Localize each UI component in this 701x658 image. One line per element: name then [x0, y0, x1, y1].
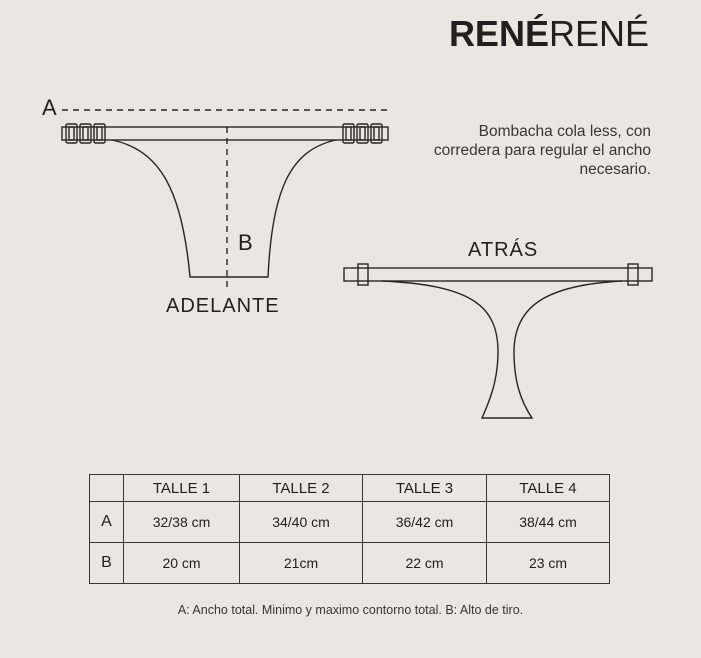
front-body [112, 140, 336, 277]
cell-a-talle-2: 34/40 cm [240, 502, 363, 543]
label-a: A [42, 95, 58, 120]
cell-b-talle-3: 22 cm [363, 543, 487, 584]
brand-logo-bold: RENÉ [448, 13, 549, 54]
brand-logo-light: RENÉ [548, 13, 649, 54]
label-front: ADELANTE [166, 295, 280, 317]
header-talle-4: TALLE 4 [487, 475, 610, 502]
cell-a-talle-4: 38/44 cm [487, 502, 610, 543]
front-slider-left [66, 124, 105, 143]
product-description: Bombacha cola less, con corredera para regular el ancho necesario. [433, 123, 651, 178]
back-slider-left [358, 264, 368, 285]
cell-b-talle-1: 20 cm [124, 543, 240, 584]
cell-b-talle-4: 23 cm [487, 543, 610, 584]
back-slider-right [628, 264, 638, 285]
footnote: A: Ancho total. Minimo y maximo contorno total. B: Alto de tiro. [177, 603, 524, 617]
header-talle-1: TALLE 1 [124, 475, 240, 502]
cell-a-talle-1: 32/38 cm [124, 502, 240, 543]
size-table-corner [90, 475, 124, 502]
row-label-a: A [90, 502, 124, 543]
label-back: ATRÁS [468, 239, 539, 261]
size-table [89, 474, 610, 584]
front-waistband [62, 127, 388, 140]
label-b: B [238, 230, 254, 255]
row-label-b: B [90, 543, 124, 584]
size-table-header-row [90, 475, 610, 502]
header-talle-2: TALLE 2 [240, 475, 363, 502]
table-row [90, 502, 610, 543]
back-body [382, 281, 622, 418]
front-slider-right [343, 124, 382, 143]
header-talle-3: TALLE 3 [363, 475, 487, 502]
cell-b-talle-2: 21cm [240, 543, 363, 584]
cell-a-talle-3: 36/42 cm [363, 502, 487, 543]
back-waistband [344, 268, 652, 281]
table-row [90, 543, 610, 584]
